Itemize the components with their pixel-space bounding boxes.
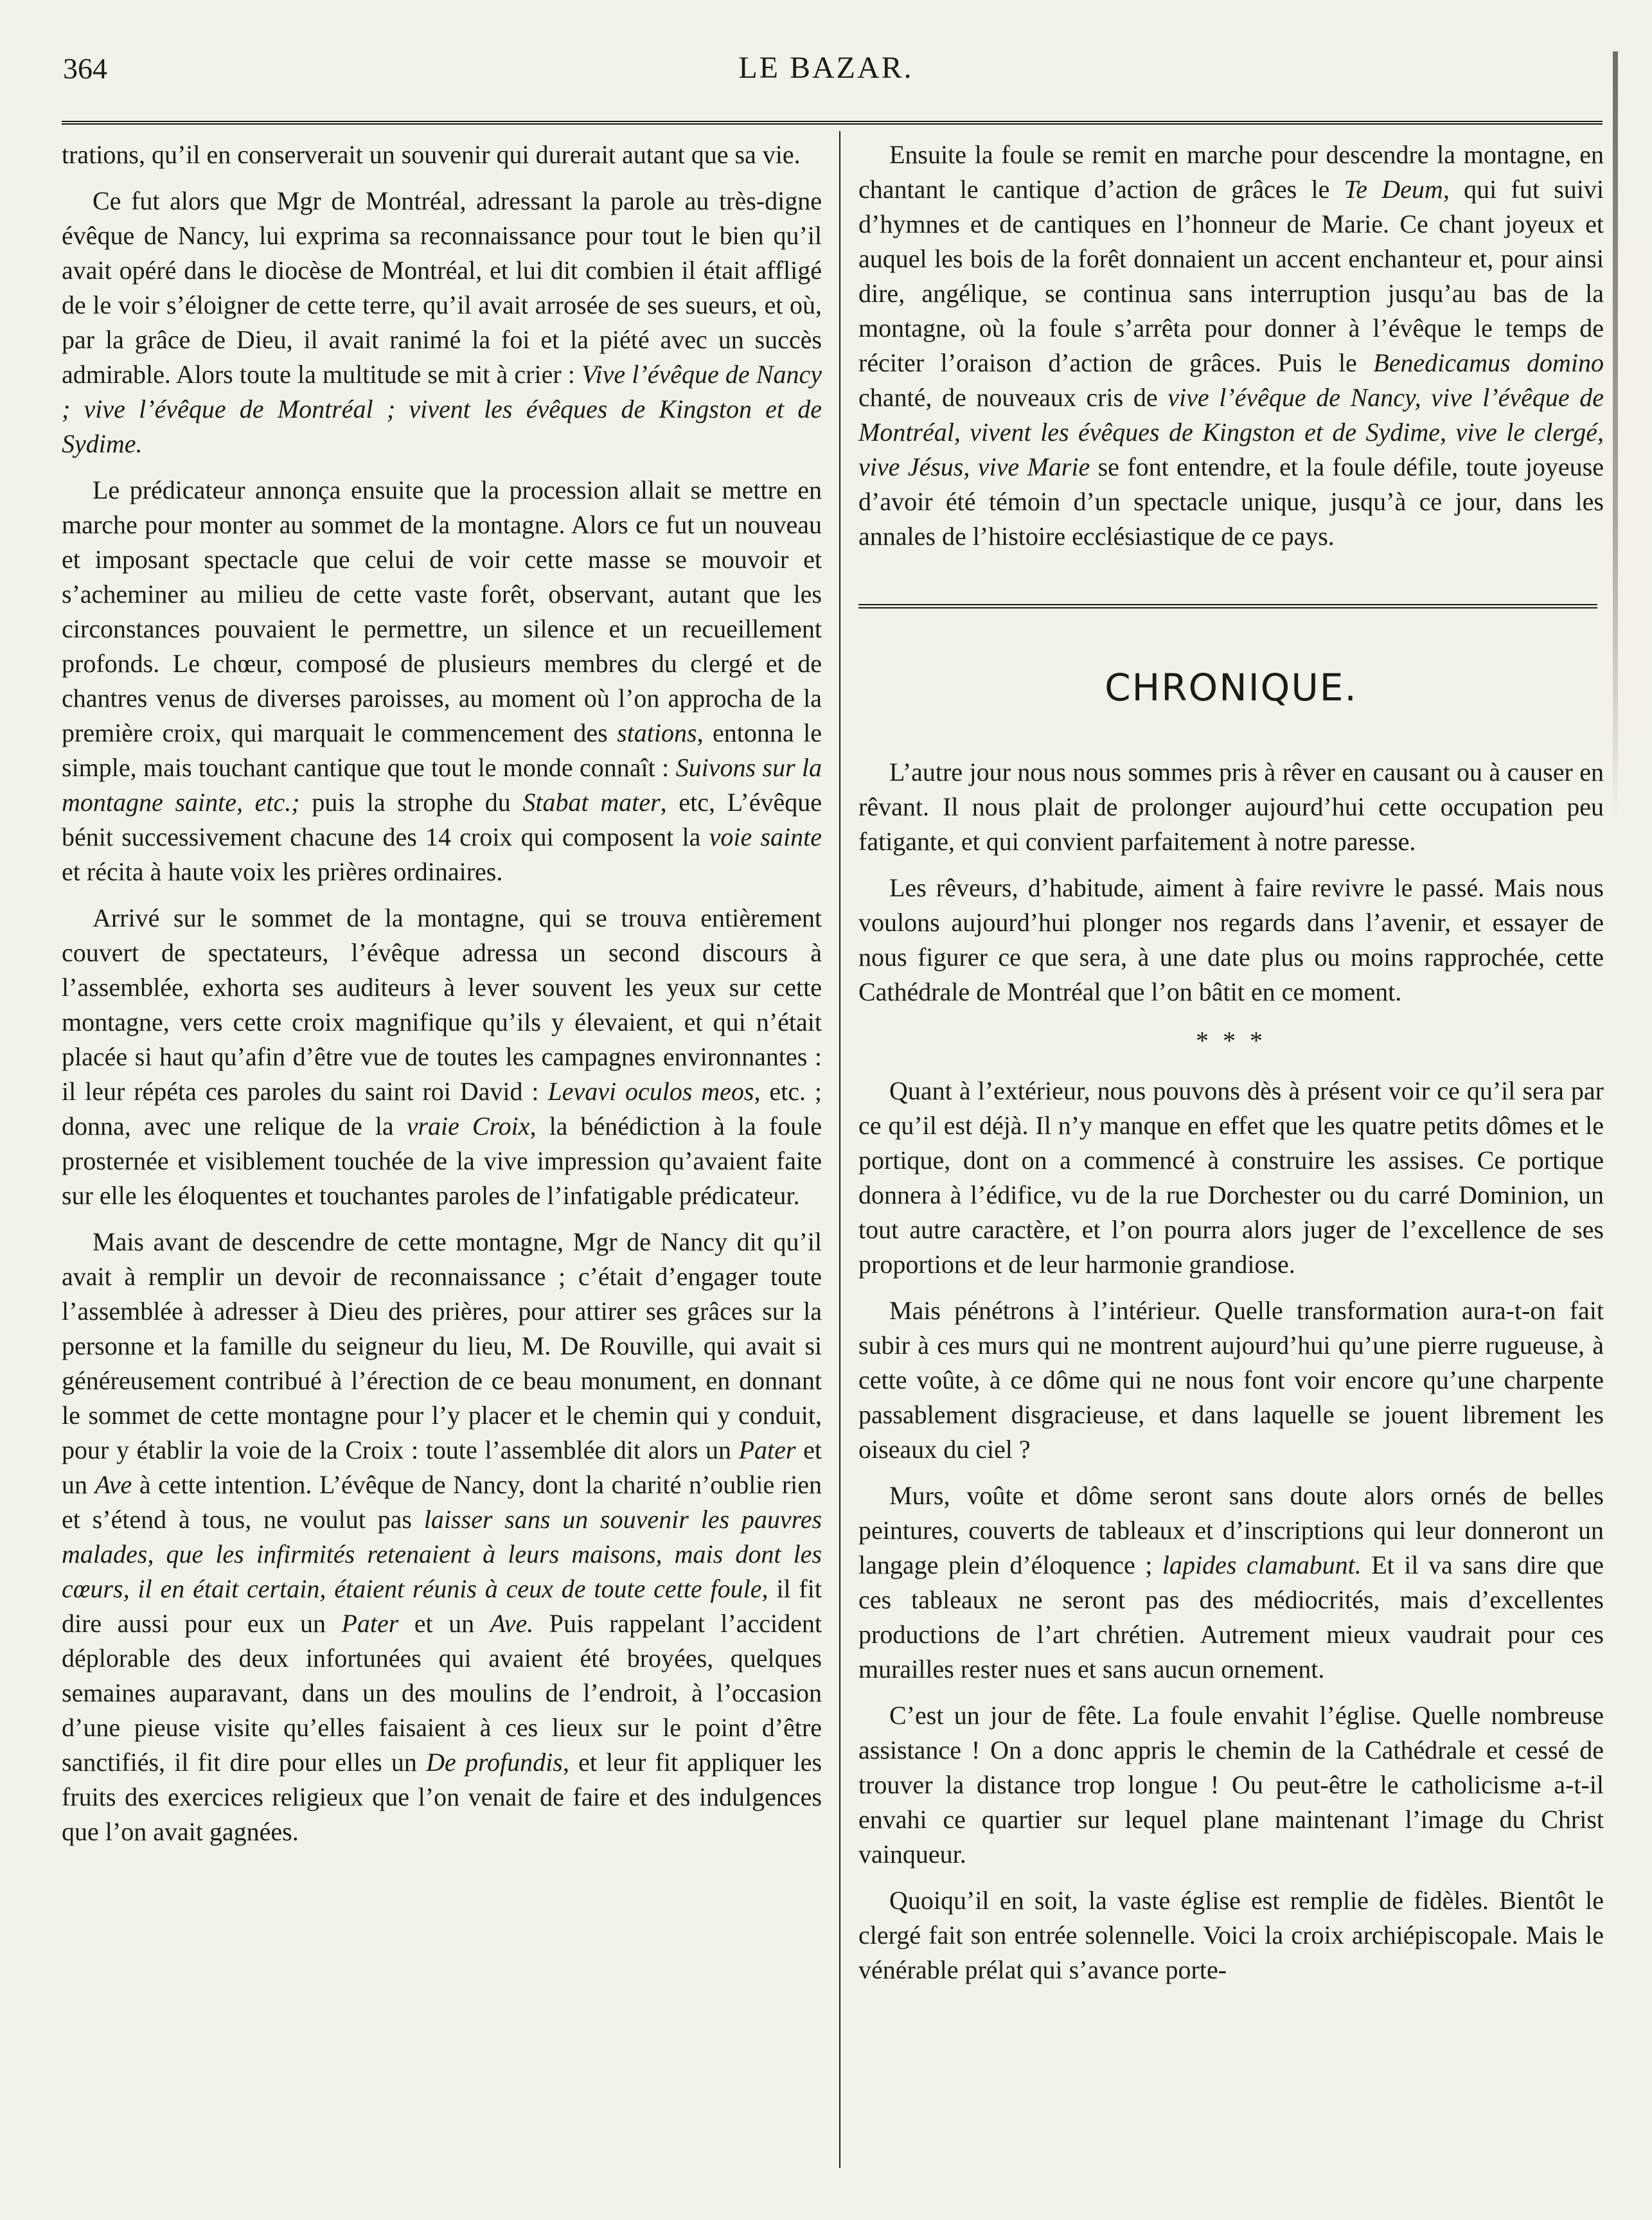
text-run: Murs, voûte et dôme seront sans doute alors ornés de belles peintures, couverts de tableaux et d’inscriptions qui leur donneront un langage plein d’éloquence ; bbox=[858, 1481, 1604, 1579]
italic-text: laisser sans un souvenir les pauvres malades, que les infirmités retenaient à leurs maisons, mais dont les cœurs, il en était certain, étaient réunis à ceux de toute cette foule, bbox=[62, 1505, 822, 1603]
text-run: chanté, de nouveaux cris de bbox=[858, 383, 1168, 412]
paragraph bbox=[62, 473, 822, 889]
text-run: à cette intention. L’évêque de Nancy, dont la charité n’oublie rien et s’étend à tous, ne voulut pas bbox=[62, 1470, 822, 1534]
text-run: se font entendre, et la foule défile, toute joyeuse d’avoir été témoin d’un spectacle unique, jusqu’à ce jour, dans les annales de l’histoire ecclésiastique de ce pays. bbox=[858, 452, 1604, 551]
text-run: trations, qu’il en conserverait un souvenir qui durerait autant que sa vie. bbox=[62, 140, 801, 169]
text-run: L’autre jour nous nous sommes pris à rêver en causant ou à causer en rêvant. Il nous plait de prolonger aujourd’hui cette occupation peu fatigante, et qui convient parfaitement à notre paresse. bbox=[858, 758, 1604, 856]
paragraph bbox=[858, 1698, 1604, 1872]
right-column-continuation bbox=[858, 138, 1604, 554]
text-run: Mais pénétrons à l’intérieur. Quelle transformation aura-t-on fait subir à ces murs qui ne montrent aujourd’hui qu’une pierre rugueuse, à cette voûte, à ce dôme qui ne nous font voir encore qu’une charpente passablement disgracieuse, et dans laquelle se jouent librement les oiseaux du ciel ? bbox=[858, 1296, 1604, 1464]
text-run: Le prédicateur annonça ensuite que la procession allait se mettre en marche pour monter au sommet de la montagne. Alors ce fut un nouveau et imposant spectacle que celui de voir cette masse se mouvoir et s’acheminer au milieu de cette vaste forêt, observant, autant que les circonstances pouvaient le permettre, un silence et un recueillement profonds. Le chœur, composé de plusieurs membres du clergé et de chantres venus de diverses paroisses, au moment où l’on approcha de la première croix, qui marquait le commencement des bbox=[62, 475, 822, 747]
page-number: 364 bbox=[63, 52, 107, 85]
italic-text: Benedicamus domino bbox=[1373, 348, 1604, 377]
text-run: , et leur fit appliquer les fruits des exercices religieux que l’on venait de faire et des indulgences que l’on avait gagnées. bbox=[62, 1748, 822, 1846]
italic-text: stations bbox=[617, 718, 697, 747]
text-run: et un bbox=[398, 1609, 490, 1638]
text-run: Ce fut alors que Mgr de Montréal, adressant la parole au très-digne évêque de Nancy, lui exprima sa reconnaissance pour tout le bien qu’il avait opéré dans le diocèse de Montréal, et lui dit combien il était affligé de le voir s’éloigner de cette terre, qu’il avait arrosée de ses sueurs, et où, par la grâce de Dieu, il avait ranimé la foi et la piété avec un succès admirable. Alors toute la multitude se mit à crier : bbox=[62, 186, 822, 389]
text-run: Mais avant de descendre de cette montagne, Mgr de Nancy dit qu’il avait à remplir un devoir de reconnaissance ; c’était d’engager toute l’assemblée à adresser à Dieu des prières, pour attirer ses grâces sur la personne et la famille du seigneur du lieu, M. De Rouville, qui avait si généreusement contribué à l’érection de ce beau monument, en donnant le sommet de cette montagne pour l’y placer et le chemin qui y conduit, pour y établir la voie de la Croix : toute l’assemblée dit alors un bbox=[62, 1227, 822, 1464]
text-run: Et il va sans dire que ces tableaux ne seront pas des médiocrités, mais d’excellentes productions de l’art chrétien. Autrement mieux vaudrait pour ces murailles rester nues et sans aucun ornement. bbox=[858, 1550, 1604, 1683]
paragraph bbox=[62, 1225, 822, 1849]
italic-text: Stabat mater bbox=[522, 788, 661, 817]
chronique-intro bbox=[858, 755, 1604, 1009]
paragraph bbox=[62, 138, 822, 172]
italic-text: vive l’évêque de Nancy, vive l’évêque de Montréal, vivent les évêques de Kingston et de Sydime, vive le clergé, vive Jésus, vive Marie bbox=[858, 383, 1604, 481]
page-edge-mark bbox=[1613, 51, 1618, 822]
italic-text: Suivons sur la montagne sainte, etc.; bbox=[62, 753, 822, 817]
section-separator-rule bbox=[858, 604, 1597, 608]
text-run: et récita à haute voix les prières ordinaires. bbox=[62, 857, 503, 886]
text-run: il fit dire aussi pour eux un bbox=[62, 1574, 822, 1638]
paragraph bbox=[858, 1479, 1604, 1687]
text-run: , la bénédiction à la foule prosternée et visiblement touchée de la vive impression qu’avaient faite sur elle les éloquentes et touchantes paroles de l’infatigable prédicateur. bbox=[62, 1112, 822, 1210]
text-run: Ensuite la foule se remit en marche pour descendre la montagne, en chantant le cantique d’action de grâces le bbox=[858, 140, 1604, 204]
italic-text: lapides clamabunt. bbox=[1162, 1550, 1362, 1579]
left-column bbox=[62, 138, 822, 1861]
italic-text: Pater bbox=[738, 1435, 796, 1464]
paragraph bbox=[858, 871, 1604, 1009]
paragraph bbox=[858, 1074, 1604, 1282]
paragraph bbox=[858, 1883, 1604, 1987]
italic-text: De profundis bbox=[426, 1748, 563, 1777]
text-run: C’est un jour de fête. La foule envahit l’église. Quelle nombreuse assistance ! On a donc appris le chemin de la Cathédrale et cessé de trouver la distance trop longue ! Ou peut-être le catholicisme a-t-il envahi ce quartier sur lequel plane maintenant l’image du Christ vainqueur. bbox=[858, 1701, 1604, 1869]
text-run: et un bbox=[62, 1435, 822, 1499]
italic-text: Te Deum bbox=[1344, 175, 1443, 204]
italic-text: Pater bbox=[341, 1609, 399, 1638]
italic-text: vraie Croix bbox=[406, 1112, 530, 1141]
text-run: , etc, L’évêque bénit successivement chacune des 14 croix qui composent la bbox=[62, 788, 822, 851]
text-run: Arrivé sur le sommet de la montagne, qui se trouva entièrement couvert de spectateurs, l’évêque adressa un second discours à l’assemblée, exhorta ses auditeurs à lever souvent les yeux sur cette montagne, vers cette croix magnifique qu’ils y élevaient, et qui n’était placée si haut qu’afin d’être vue de toutes les campagnes environnantes : il leur répéta ces paroles du saint roi David : bbox=[62, 903, 822, 1106]
italic-text: Ave. bbox=[490, 1609, 534, 1638]
text-run: , etc. ; donna, avec une relique de la bbox=[62, 1077, 822, 1141]
asterism: * * * bbox=[1196, 1026, 1266, 1055]
chronique-heading: CHRONIQUE. bbox=[1105, 666, 1358, 709]
column-divider bbox=[839, 131, 840, 2168]
italic-text: Ave bbox=[94, 1470, 132, 1499]
paragraph bbox=[858, 755, 1604, 859]
paragraph bbox=[858, 1293, 1604, 1467]
text-run: Quoiqu’il en soit, la vaste église est remplie de fidèles. Bientôt le clergé fait son entrée solennelle. Voici la croix archiépiscopale. Mais le vénérable prélat qui s’avance porte- bbox=[858, 1886, 1604, 1984]
paragraph bbox=[858, 138, 1604, 554]
italic-text: voie sainte bbox=[709, 822, 822, 851]
italic-text: Vive l’évêque de Nancy ; vive l’évêque de Montréal ; vivent les évêques de Kingston et de Sydime. bbox=[62, 360, 822, 458]
text-run: puis la strophe du bbox=[299, 788, 523, 817]
text-run: , entonna le simple, mais touchant cantique que tout le monde connaît : bbox=[62, 718, 822, 782]
text-run: Les rêveurs, d’habitude, aiment à faire revivre le passé. Mais nous voulons aujourd’hui plonger nos regards dans l’avenir, et essayer de nous figurer ce que sera, à une date plus ou moins rapprochée, cette Cathédrale de Montréal que l’on bâtit en ce moment. bbox=[858, 873, 1604, 1006]
text-run: Puis rappelant l’accident déplorable des deux infortunées qui avaient été broyées, quelques semaines auparavant, dans un des moulins de l’endroit, à l’occasion d’une pieuse visite qu’elles faisaient à ces lieux sur le point d’être sanctifiés, il fit dire pour elles un bbox=[62, 1609, 822, 1777]
right-column bbox=[858, 138, 1604, 1999]
header-rule bbox=[62, 121, 1603, 125]
italic-text: Levavi oculos meos bbox=[547, 1077, 754, 1106]
paragraph bbox=[62, 901, 822, 1213]
text-run: , qui fut suivi d’hymnes et de cantiques en l’honneur de Marie. Ce chant joyeux et auquel les bois de la forêt donnaient un accent enchanteur et, pour ainsi dire, angélique, se continua sans interruption jusqu’au bas de la montagne, où la foule s’arrêta pour donner à l’évêque le temps de réciter l’oraison d’action de grâces. Puis le bbox=[858, 175, 1604, 377]
paragraph bbox=[62, 184, 822, 461]
text-run: Quant à l’extérieur, nous pouvons dès à présent voir ce qu’il sera par ce qu’il est déjà. Il n’y manque en effet que les quatre petits dômes et le portique, dont on a commencé à construire les assises. Ce portique donnera à l’édifice, vu de la rue Dorchester ou du carré Dominion, un tout autre caractère, et l’on pourra alors juger de l’excellence de ses proportions et de leur harmonie grandiose. bbox=[858, 1076, 1604, 1279]
chronique-body bbox=[858, 1074, 1604, 1987]
running-head-title: LE BAZAR. bbox=[738, 51, 914, 85]
